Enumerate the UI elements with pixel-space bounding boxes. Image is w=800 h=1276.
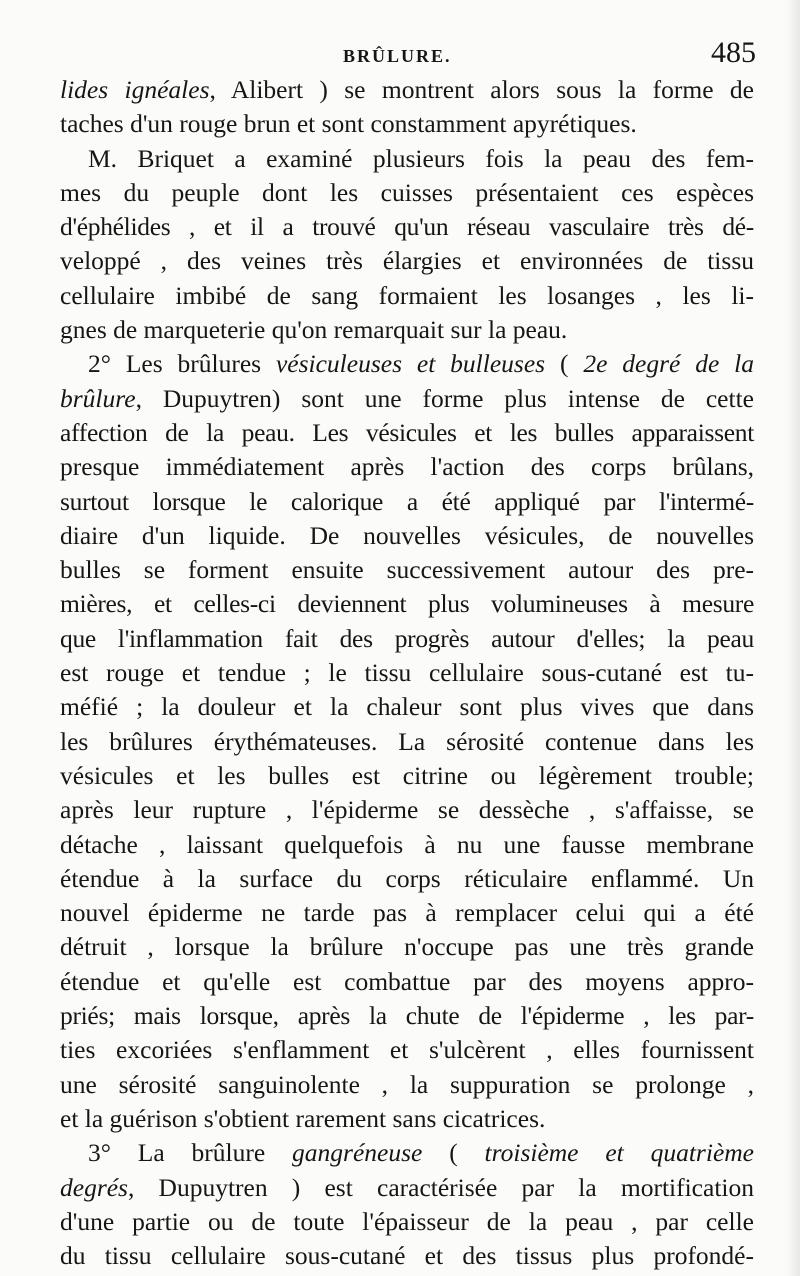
text-line: est rouge et tendue ; le tissu cellulaire sous-cutané est tu-	[60, 658, 754, 688]
text-line: du tissu cellulaire sous-cutané et des tissus plus profondé-	[60, 1241, 754, 1271]
text-line: étendue à la surface du corps réticulaire enflammé. Un	[60, 863, 754, 893]
text-line: vésicules et les bulles est citrine ou légèrement trouble;	[60, 760, 754, 790]
text-line: d'une partie ou de toute l'épaisseur de la peau , par celle	[60, 1206, 754, 1236]
text-line: priés; mais lorsque, après la chute de l'épiderme , les par-	[60, 1001, 754, 1031]
text-line: détache , laissant quelquefois à nu une fausse membrane	[60, 829, 754, 859]
scan-edge-shadow	[786, 0, 800, 1276]
running-head: BRÛLURE.	[343, 46, 452, 66]
text-line: d'éphélides , et il a trouvé qu'un réseau vasculaire très dé-	[60, 212, 754, 242]
text-line: 3° La brûlure gangréneuse ( troisième et quatrième	[88, 1138, 754, 1168]
text-line: gnes de marqueterie qu'on remarquait sur la peau.	[60, 315, 568, 345]
text-line: ties excoriées s'enflamment et s'ulcèrent , elles fournissent	[60, 1035, 754, 1065]
text-line: une sérosité sanguinolente , la suppuration se prolonge ,	[60, 1069, 754, 1099]
text-line: nouvel épiderme ne tarde pas à remplacer celui qui a été	[60, 898, 754, 928]
text-line: cellulaire imbibé de sang formaient les losanges , les li-	[60, 280, 754, 310]
text-line: diaire d'un liquide. De nouvelles vésicules, de nouvelles	[60, 520, 754, 550]
text-line: détruit , lorsque la brûlure n'occupe pas une très grande	[60, 932, 754, 962]
text-line: presque immédiatement après l'action des corps brûlans,	[60, 452, 754, 482]
text-line: affection de la peau. Les vésicules et les bulles apparaissent	[60, 417, 754, 447]
text-line: méfié ; la douleur et la chaleur sont plus vives que dans	[60, 692, 754, 722]
text-line: taches d'un rouge brun et sont constamment apyrétiques.	[60, 109, 637, 139]
text-line: brûlure, Dupuytren) sont une forme plus intense de cette	[60, 383, 754, 413]
body-text	[60, 73, 754, 1273]
text-line: 2° Les brûlures vésiculeuses et bulleuses ( 2e degré de la	[88, 349, 755, 379]
text-line: que l'inflammation fait des progrès autour d'elles; la peau	[60, 623, 754, 653]
text-line: étendue et qu'elle est combattue par des moyens appro-	[60, 966, 754, 996]
text-line: M. Briquet a examiné plusieurs fois la peau des fem-	[88, 143, 754, 173]
text-line: mières, et celles-ci deviennent plus volumineuses à mesure	[60, 589, 754, 619]
text-line: après leur rupture , l'épiderme se dessèche , s'affaisse, se	[60, 795, 754, 825]
text-line: mes du peuple dont les cuisses présentaient ces espèces	[60, 177, 754, 207]
text-line: bulles se forment ensuite successivement autour des pre-	[60, 555, 754, 585]
text-line: les brûlures érythémateuses. La sérosité contenue dans les	[60, 726, 754, 756]
text-line: et la guérison s'obtient rarement sans cicatrices.	[60, 1103, 546, 1133]
text-line: veloppé , des veines très élargies et environnées de tissu	[60, 246, 754, 276]
text-line: degrés, Dupuytren ) est caractérisée par la mortification	[60, 1172, 754, 1202]
page-number: 485	[711, 36, 756, 69]
text-line: surtout lorsque le calorique a été appliqué par l'intermé-	[60, 486, 754, 516]
text-line: lides ignéales, Alibert ) se montrent alors sous la forme de	[60, 75, 754, 104]
